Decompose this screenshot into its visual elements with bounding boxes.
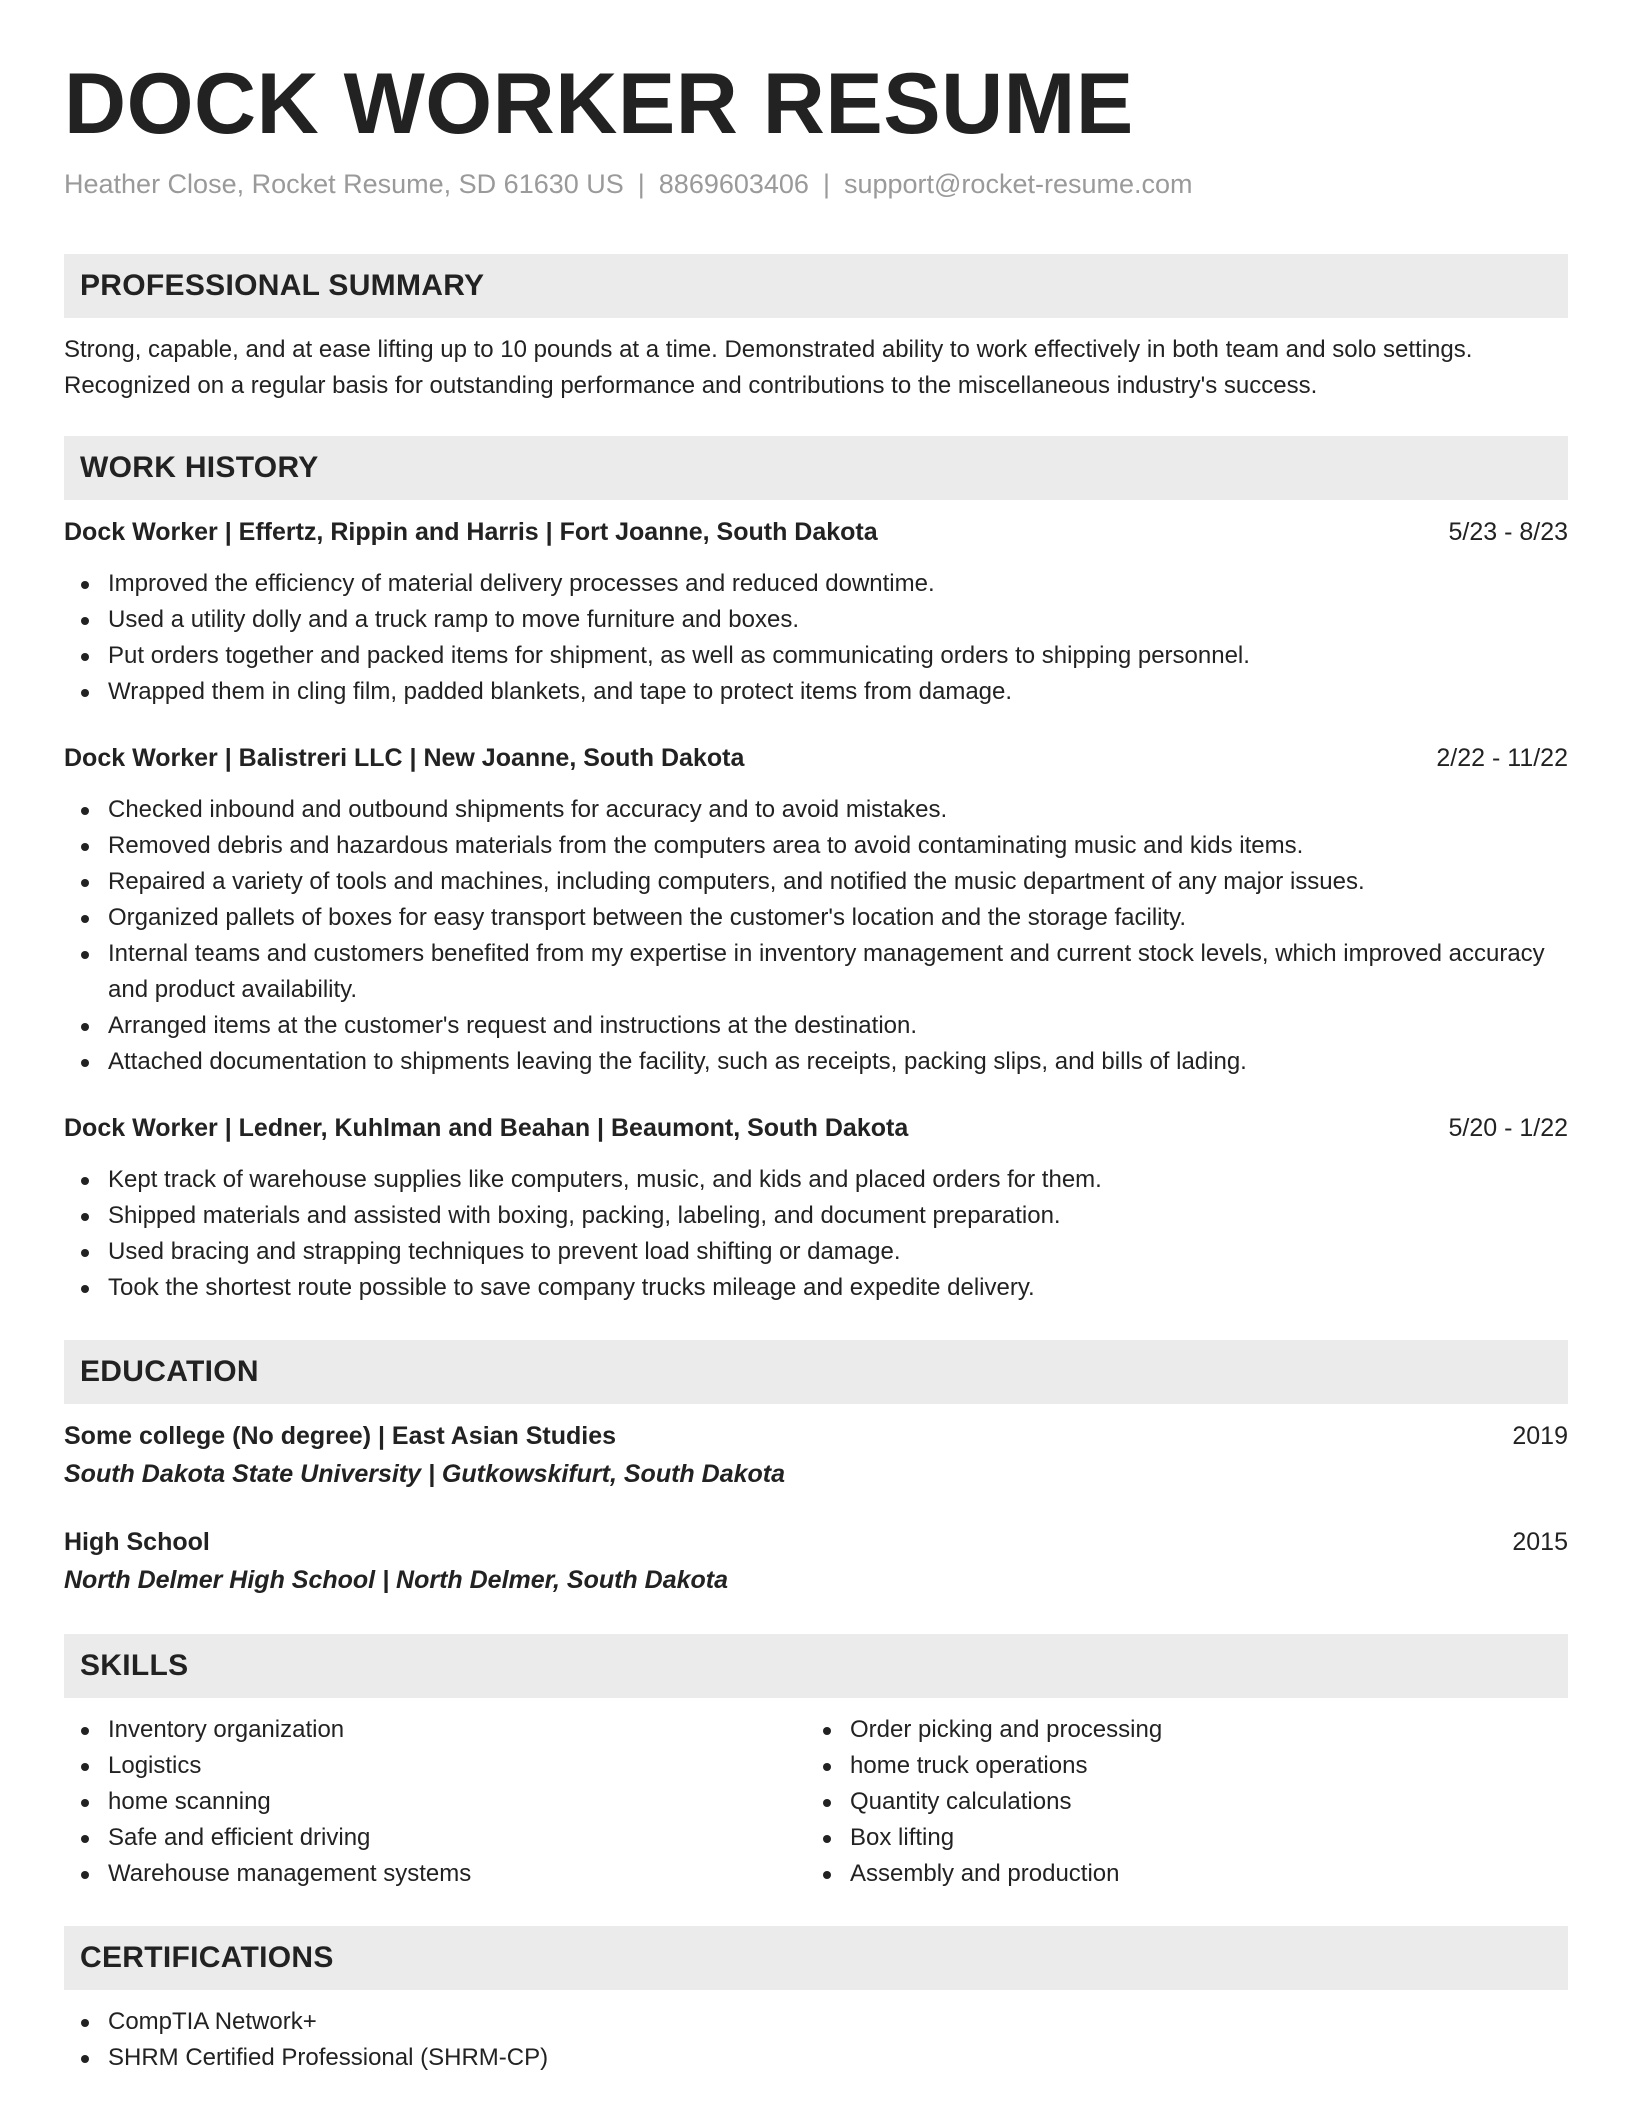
education-entry: [64, 1418, 1568, 1494]
summary-text: Strong, capable, and at ease lifting up to 10 pounds at a time. Demonstrated ability to work effectively in both team and solo settings. Recognized on a regular basis for outstanding performance and contributions to the miscellaneous industry's success.: [64, 336, 1473, 399]
list-item: CompTIA Network+: [64, 2004, 1568, 2040]
list-item: home truck operations: [806, 1748, 1548, 1784]
list-item: Repaired a variety of tools and machines, including computers, and notified the music department of any major issues.: [64, 864, 1568, 900]
section-title-certifications: CERTIFICATIONS: [80, 1941, 334, 1974]
list-item: Safe and efficient driving: [64, 1820, 806, 1856]
education-year: 2019: [1512, 1422, 1568, 1450]
list-item: Removed debris and hazardous materials from the computers area to avoid contaminating music and kids items.: [64, 828, 1568, 864]
section-header-certifications: [64, 1926, 1568, 1990]
contact-line: [64, 166, 1568, 202]
list-item: Wrapped them in cling film, padded blankets, and tape to protect items from damage.: [64, 674, 1568, 710]
section-header-skills: [64, 1634, 1568, 1698]
skills-list-left: [64, 1712, 806, 1892]
list-item: Used a utility dolly and a truck ramp to move furniture and boxes.: [64, 602, 1568, 638]
section-title-summary: PROFESSIONAL SUMMARY: [80, 269, 485, 302]
list-item: Used bracing and strapping techniques to prevent load shifting or damage.: [64, 1234, 1568, 1270]
job-header: [64, 1110, 1568, 1146]
section-title-skills: SKILLS: [80, 1649, 189, 1682]
education-title: Some college (No degree) | East Asian Studies: [64, 1422, 617, 1450]
list-item: Kept track of warehouse supplies like computers, music, and kids and placed orders for them.: [64, 1162, 1568, 1198]
resume-title: DOCK WORKER RESUME: [64, 56, 1134, 152]
education-title: High School: [64, 1528, 210, 1556]
list-item: Box lifting: [806, 1820, 1548, 1856]
list-item: Arranged items at the customer's request and instructions at the destination.: [64, 1008, 1568, 1044]
list-item: Improved the efficiency of material delivery processes and reduced downtime.: [64, 566, 1568, 602]
list-item: Assembly and production: [806, 1856, 1548, 1892]
list-item: Attached documentation to shipments leaving the facility, such as receipts, packing slips, and bills of lading.: [64, 1044, 1568, 1080]
list-item: Order picking and processing: [806, 1712, 1548, 1748]
job-date: 5/23 - 8/23: [1448, 518, 1568, 546]
job-entry: [64, 740, 1568, 1080]
job-title: Dock Worker | Ledner, Kuhlman and Beahan | Beaumont, South Dakota: [64, 1114, 909, 1142]
contact-phone: 8869603406: [658, 169, 809, 199]
contact-separator: |: [822, 169, 830, 199]
section-header-education: [64, 1340, 1568, 1404]
education-school: South Dakota State University | Gutkowskifurt, South Dakota: [64, 1460, 785, 1488]
resume-page: [64, 58, 1568, 2076]
job-title: Dock Worker | Balistreri LLC | New Joanne, South Dakota: [64, 744, 745, 772]
job-title: Dock Worker | Effertz, Rippin and Harris | Fort Joanne, South Dakota: [64, 518, 878, 546]
education-school: North Delmer High School | North Delmer, South Dakota: [64, 1566, 729, 1594]
list-item: Internal teams and customers benefited from my expertise in inventory management and current stock levels, which improved accuracy and product availability.: [64, 936, 1568, 1008]
list-item: Logistics: [64, 1748, 806, 1784]
contact-address: Heather Close, Rocket Resume, SD 61630 US: [64, 169, 624, 199]
list-item: Organized pallets of boxes for easy transport between the customer's location and the storage facility.: [64, 900, 1568, 936]
certifications-list: [64, 2004, 1568, 2076]
job-bullets: [64, 566, 1568, 710]
section-header-work: [64, 436, 1568, 500]
list-item: Quantity calculations: [806, 1784, 1548, 1820]
list-item: Put orders together and packed items for shipment, as well as communicating orders to shipping personnel.: [64, 638, 1568, 674]
list-item: Checked inbound and outbound shipments for accuracy and to avoid mistakes.: [64, 792, 1568, 828]
contact-email: support@rocket-resume.com: [843, 169, 1193, 199]
job-date: 2/22 - 11/22: [1436, 744, 1568, 772]
job-header: [64, 514, 1568, 550]
list-item: SHRM Certified Professional (SHRM-CP): [64, 2040, 1568, 2076]
job-date: 5/20 - 1/22: [1448, 1114, 1568, 1142]
section-header-summary: [64, 254, 1568, 318]
job-bullets: [64, 792, 1568, 1080]
job-entry: [64, 1110, 1568, 1306]
job-header: [64, 740, 1568, 776]
education-header: [64, 1418, 1568, 1454]
job-entry: [64, 514, 1568, 710]
list-item: Inventory organization: [64, 1712, 806, 1748]
section-title-work: WORK HISTORY: [80, 451, 319, 484]
list-item: Warehouse management systems: [64, 1856, 806, 1892]
education-header: [64, 1524, 1568, 1560]
skills-columns: [64, 1712, 1568, 1892]
list-item: home scanning: [64, 1784, 806, 1820]
contact-separator: |: [637, 169, 645, 199]
skills-list-right: [806, 1712, 1548, 1892]
list-item: Took the shortest route possible to save company trucks mileage and expedite delivery.: [64, 1270, 1568, 1306]
job-bullets: [64, 1162, 1568, 1306]
education-year: 2015: [1512, 1528, 1568, 1556]
education-entry: [64, 1524, 1568, 1600]
section-title-education: EDUCATION: [80, 1355, 259, 1388]
list-item: Shipped materials and assisted with boxing, packing, labeling, and document preparation.: [64, 1198, 1568, 1234]
